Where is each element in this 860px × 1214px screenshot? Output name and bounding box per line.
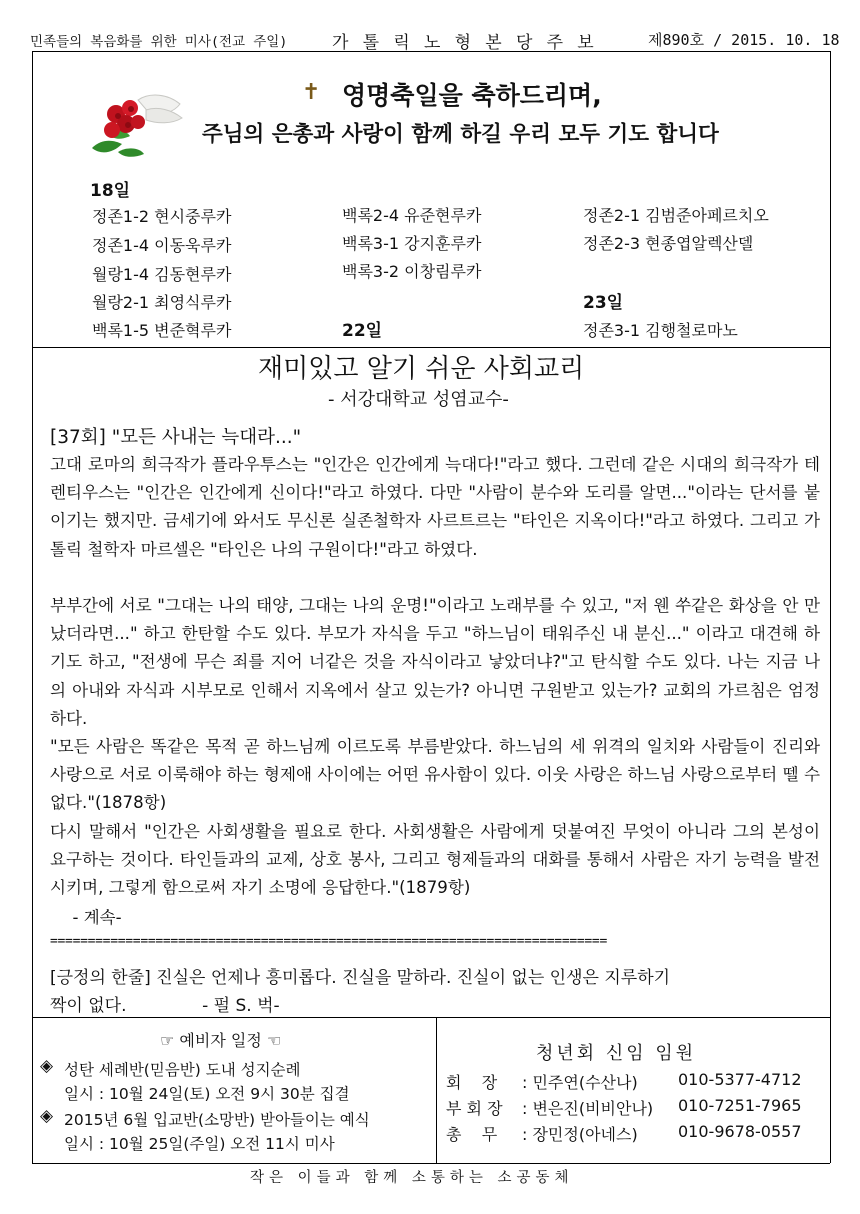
article-divider: ========================================================================== [50,934,607,949]
catechumen-title: ☞ 예비자 일정 ☜ [160,1031,282,1050]
frame-left [32,51,33,1163]
article-paragraph: 다시 말해서 "인간은 사회생활을 필요로 한다. 사회생활은 사람에게 덧붙여진 무엇이 아니라 그의 본성이 요구하는 것이다. 타인들과의 교제, 상호 봉사, 그리고 형제들과의 대화를 통해서 사람은 자기 능력을 발전시키며, 그렇게 함으로써 자기 소명에 응답한다."(1879항) [50,822,820,898]
feast-name: 백록3-1 강지훈루카 [342,234,482,253]
feast-name: 백록1-5 변준혁루카 [92,321,232,340]
officer-role: 총 무 [446,1125,498,1144]
header-center: 가 톨 릭 노 형 본 당 주 보 [332,33,596,53]
feast-name: 정존1-4 이동욱루카 [92,236,232,255]
catechumen-detail: 일시 : 10월 25일(주일) 오전 11시 미사 [64,1135,335,1153]
officer-phone: 010-7251-7965 [678,1096,802,1115]
feast-name: 정존3-1 김행철로마노 [583,321,738,340]
catechumen-bullet: ◈ [40,1056,54,1076]
article-episode: [37회] "모든 사내는 늑대라..." [50,427,302,448]
feast-name: 정존2-3 현종엽알렉산델 [583,234,754,253]
feast-day-22: 22일 [342,321,383,341]
article-paragraph: 부부간에 서로 "그대는 나의 태양, 그대는 나의 운명!"이라고 노래부를 수 있고, "저 웬 쑤같은 화상을 안 만났더라면..." 하고 한탄할 수도 있다. 부모가 자식을 두고 "하느님이 태워주신 내 분신..." 이라고 대견해 하기도 하고, "전생에 무슨 죄를 지어 너같은 것을 자식이라고 낳았더냐?"고 탄식할 수도 있다. 나는 지금 나의 아내와 자식과 시부모로 인해서 지옥에서 살고 있는가? 아니면 구원받고 있는가? 교회의 가르침은 엄정하다. [50,596,820,728]
flower-bouquet-image [88,92,188,158]
box-divider [436,1017,437,1163]
header-right: 제890호 / 2015. 10. 18 [648,31,840,49]
maxim-line-1: [긍정의 한줄] 진실은 언제나 흥미롭다. 진실을 말하라. 진실이 없는 인생은 지루하기 [50,968,671,988]
officer-phone: 010-5377-4712 [678,1070,802,1089]
article-title: 재미있고 알기 쉬운 사회교리 [258,354,585,384]
officer-name: : 변은진(비비안나) [522,1099,654,1118]
feast-day-18: 18일 [90,181,131,201]
frame-bottom [32,1163,830,1164]
feast-name: 월랑1-4 김동현루카 [92,265,232,284]
feast-name: 월랑2-1 최영식루카 [92,293,232,312]
frame-top [32,51,830,52]
catechumen-item: 성탄 세례반(믿음반) 도내 성지순례 [64,1061,301,1079]
feast-day-23: 23일 [583,293,624,313]
feast-name: 정존1-2 현시중루카 [92,207,232,226]
feast-name: 백록2-4 유준현루카 [342,206,482,225]
box-top [32,1017,830,1018]
frame-right [830,51,831,1163]
header-left: 민족들의 복음화를 위한 미사(전교 주일) [30,34,288,50]
cross-icon: ✝ [302,80,321,105]
feast-name: 백록3-2 이창림루카 [342,262,482,281]
article-author: - 서강대학교 성염교수- [328,389,509,410]
officer-role: 부 회 장 [446,1099,503,1118]
youth-title: 청년회 신임 임원 [536,1043,697,1064]
catechumen-bullet: ◈ [40,1106,54,1126]
article-paragraph: "모든 사람은 똑같은 목적 곧 하느님께 이르도록 부름받았다. 하느님의 세 위격의 일치와 사람들이 진리와 사랑으로 서로 이룩해야 하는 형제애 사이에는 어떤 유사함이 있다. 이웃 사랑은 하느님 사랑으로부터 뗄 수 없다."(1878항) [50,737,820,813]
footer-motto: 작은 이들과 함께 소통하는 소공동체 [250,1170,574,1186]
maxim-line-2: 짝이 없다. - 펄 S. 벅- [50,996,280,1016]
officer-name: : 장민정(아네스) [522,1125,638,1144]
officer-phone: 010-9678-0557 [678,1122,802,1141]
feast-subtitle: 주님의 은총과 사랑이 함께 하길 우리 모두 기도 합니다 [202,122,719,147]
article-continued: - 계속- [62,908,122,927]
officer-name: : 민주연(수산나) [522,1073,638,1092]
catechumen-item: 2015년 6월 입교반(소망반) 받아들이는 예식 [64,1111,370,1129]
feast-title: 영명축일을 축하드리며, [342,81,602,110]
feast-name: 정존2-1 김범준아페르치오 [583,206,769,225]
article-paragraph: 고대 로마의 희극작가 플라우투스는 "인간은 인간에게 늑대다!"라고 했다. 그런데 같은 시대의 희극작가 테렌티우스는 "인간은 인간에게 신이다!"라고 하였다. 다만 "사람이 분수와 도리를 알면..."이라는 단서를 붙이기는 했지만. 금세기에 와서도 무신론 실존철학자 사르트르는 "타인은 지옥이다!"라고 하였다. 그리고 가톨릭 철학자 마르셀은 "타인은 나의 구원이다!"라고 하였다. [50,455,820,559]
catechumen-detail: 일시 : 10월 24일(토) 오전 9시 30분 집결 [64,1085,350,1103]
officer-role: 회 장 [446,1073,498,1092]
